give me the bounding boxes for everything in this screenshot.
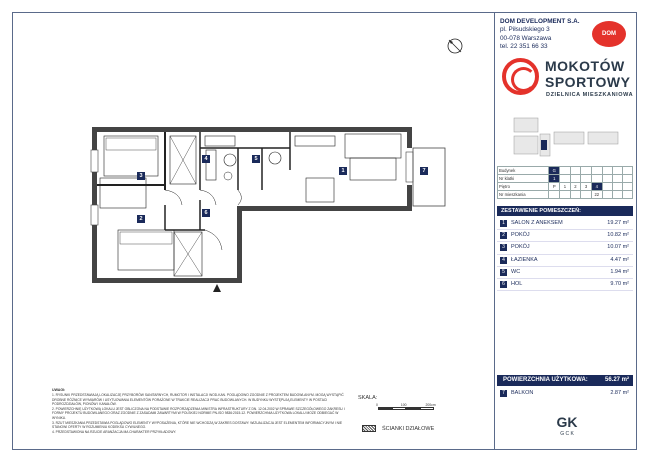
room-row bbox=[497, 230, 633, 242]
info-row-apartment-number: Nr mieszkania 22 bbox=[498, 191, 633, 199]
info-row-building: Budynek G bbox=[498, 167, 633, 175]
room-number: 5 bbox=[500, 269, 507, 276]
brand-line-1: MOKOTÓW bbox=[545, 58, 625, 74]
room-row bbox=[497, 255, 633, 267]
room-area: 4.47 m² bbox=[610, 256, 629, 263]
company-city: 00-078 Warszawa bbox=[500, 34, 552, 42]
plan-label-room-1: 1 bbox=[339, 167, 347, 175]
room-name: SALON Z ANEKSEM bbox=[511, 220, 563, 226]
room-row bbox=[497, 267, 633, 279]
plan-label-room-5: 5 bbox=[252, 155, 260, 163]
note-item: 3. RZUT MIESZKANIA PRZEDSTAWIA POGLĄDOWO ELEMENTY WYPOSAŻENIA, KTÓRE NIE WCHODZĄ W ZAKRES DOSTAWY. WIZUALIZACJA JEST ELEMENTEM INFORMACYJNYM I NIE STANOWI OFERTY W ROZUMIENIU KODEKSU CYWILNEGO. bbox=[52, 420, 343, 430]
total-area-bar bbox=[497, 375, 633, 386]
room-row bbox=[497, 242, 633, 254]
room-name: WC bbox=[511, 268, 521, 275]
legend-label: ŚCIANKI DZIAŁOWE bbox=[382, 425, 435, 432]
hatch-swatch-icon bbox=[362, 425, 376, 432]
plan-label-room-6: 6 bbox=[202, 209, 210, 217]
room-name: ŁAZIENKA bbox=[511, 256, 538, 263]
apartment-info-table bbox=[497, 166, 633, 199]
room-area: 10.07 m² bbox=[607, 244, 629, 251]
plan-label-room-3: 3 bbox=[137, 172, 145, 180]
room-name: HOL bbox=[511, 280, 523, 287]
rooms-list bbox=[497, 218, 633, 291]
mokotow-sportowy-logo bbox=[499, 56, 635, 104]
gck-subtext: G C K bbox=[560, 431, 574, 437]
key-plan-map bbox=[506, 112, 626, 162]
info-row-staircase: Nr klatki 1 bbox=[498, 175, 633, 183]
room-row bbox=[497, 279, 633, 291]
company-info bbox=[500, 18, 580, 52]
balcony-row bbox=[497, 388, 633, 399]
room-area: 19.27 m² bbox=[607, 220, 629, 226]
gck-mark: GK bbox=[556, 414, 578, 430]
company-name: DOM DEVELOPMENT S.A. bbox=[500, 18, 580, 25]
room-area: 9.70 m² bbox=[610, 280, 629, 287]
room-number: 6 bbox=[500, 281, 507, 288]
partition-walls-legend bbox=[362, 425, 434, 432]
plan-label-room-7: 7 bbox=[420, 167, 428, 175]
brand-line-2: SPORTOWY bbox=[545, 74, 631, 90]
balcony-name: BALKON bbox=[511, 390, 534, 396]
logo-ring-icon bbox=[502, 58, 539, 95]
room-number: 2 bbox=[500, 232, 507, 239]
gck-logo bbox=[552, 413, 582, 443]
dom-development-logo: DOM bbox=[592, 21, 626, 47]
note-item: 2. POWIERZCHNIĘ UŻYTKOWĄ LOKALU JEST OBLICZONA NA PODSTAWIE ROZPORZĄDZENIA MINISTRA INFRASTRUKTURY Z DN. 12.04.2002 W SPRAWIE SZCZEGÓŁOWEGO ZAKRESU I FORMY PROJEKTU BUDOWLANEGO ORAZ ZGODNIE Z ZASADAMI ZAWARTYMI W POLSKIEJ NORMIE PN-ISO 9836:2015-12. POWIERZCHNIA UŻYTKOWA LOKALU MOŻE ODBIEGAĆ W WYNIKU. bbox=[52, 406, 345, 420]
room-name: POKÓJ bbox=[511, 232, 530, 239]
company-street: pl. Piłsudskiego 3 bbox=[500, 26, 550, 34]
info-row-floor: Piętro P 1 2 3 4 bbox=[498, 183, 633, 191]
plan-label-room-4: 4 bbox=[202, 155, 210, 163]
total-area-value: 56.27 m² bbox=[604, 377, 629, 383]
total-area-label: POWIERZCHNIA UŻYTKOWA: bbox=[503, 377, 588, 383]
plan-label-room-2: 2 bbox=[137, 215, 145, 223]
company-phone: tel. 22 351 66 33 bbox=[500, 43, 548, 51]
scale-label: SKALA: bbox=[358, 395, 378, 401]
panel-divider bbox=[494, 12, 495, 450]
room-number: 4 bbox=[500, 257, 507, 264]
notes-title: UWAGI: bbox=[52, 388, 66, 392]
room-area: 10.82 m² bbox=[607, 232, 629, 239]
balcony-area: 2.87 m² bbox=[610, 390, 629, 396]
brand-line-3: DZIELNICA MIESZKANIOWA bbox=[546, 92, 634, 98]
note-item: 4. PRZEDSTAWIONA NA RZUCIE ARANŻACJA MA CHARAKTER PRZYKŁADOWY. bbox=[52, 429, 177, 434]
scale-bar bbox=[378, 397, 434, 401]
note-item: 1. RYSUNKI PRZEDSTAWIAJĄ LOKALIZACJĘ PRZYBORÓW SANITARNYCH, RUMOTOR I INSTALACJI WOD-KAN. POGLĄDOWO ZGODNIE Z PROJEKTEM BUDOWLANYM. MOGĄ WYSTĄPIĆ DROBNE RÓŻNICE WYMIARÓW I USYTUOWANIA ELEMENTÓW PORAŻONE W TRAKCIE REALIZACJI PRAC BUDOWLANYCH. W BUDYNKU WYSTĘPUJĄ ELEMENTY W POSTACI PODROZDZIAŁÓW, PIONÓW I KANAŁÓW. bbox=[52, 393, 344, 407]
balcony-number: 7 bbox=[500, 390, 507, 397]
room-area: 1.94 m² bbox=[610, 268, 629, 275]
notes-block bbox=[52, 393, 352, 434]
scale-ticks: 0 100 200cm bbox=[376, 403, 436, 407]
room-name: POKÓJ bbox=[511, 244, 530, 251]
room-row bbox=[497, 218, 633, 230]
room-number: 1 bbox=[500, 220, 507, 227]
room-number: 3 bbox=[500, 244, 507, 251]
rooms-list-title: ZESTAWIENIE POMIESZCZEŃ: bbox=[497, 206, 633, 216]
